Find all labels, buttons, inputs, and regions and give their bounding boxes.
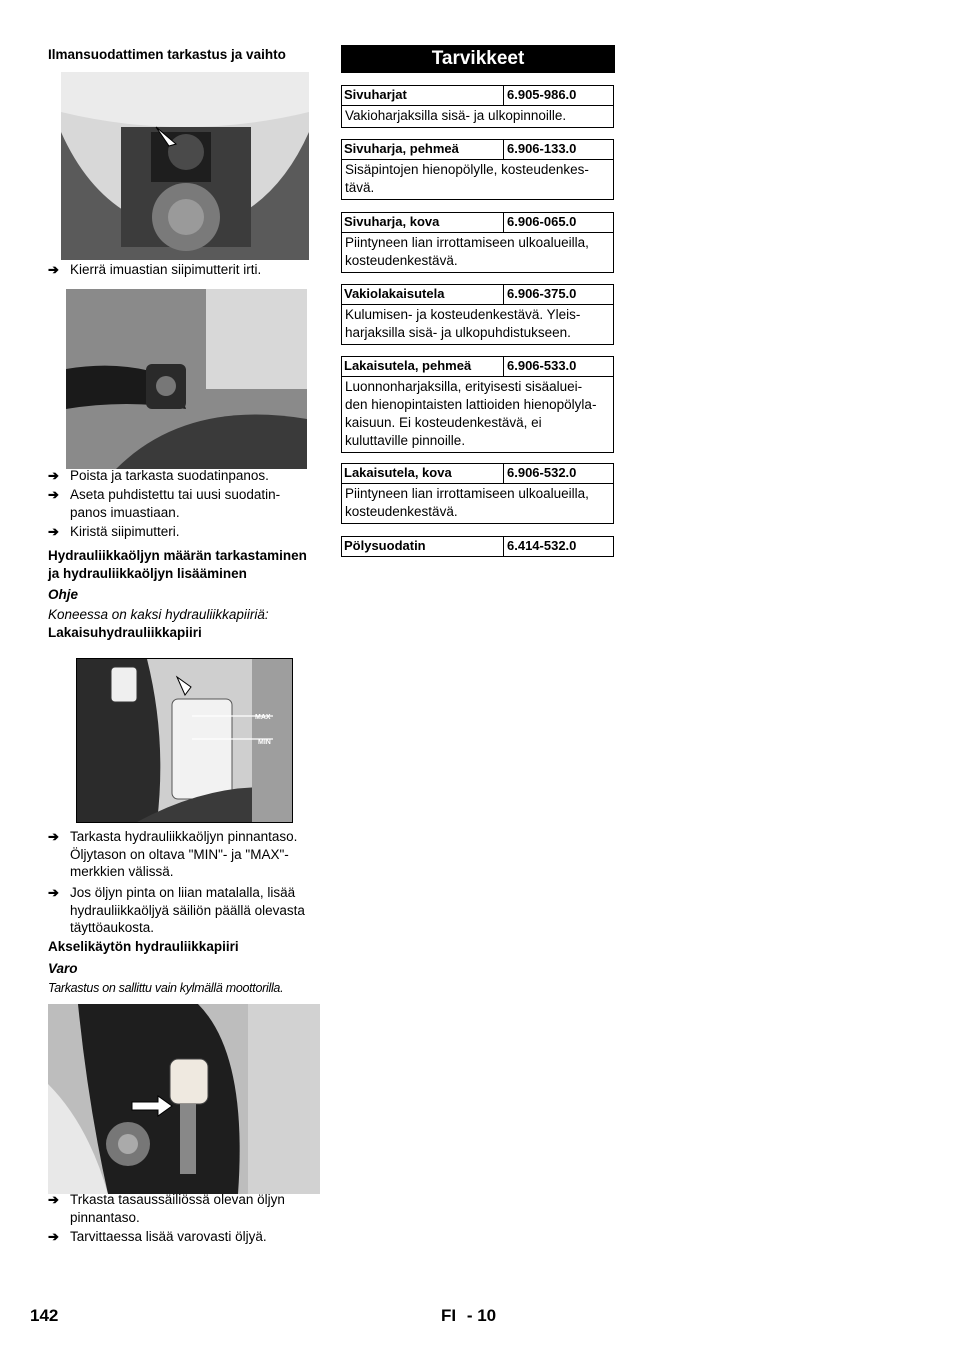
accessory-code: 6.906-133.0 bbox=[507, 141, 577, 156]
accessory-code: 6.906-533.0 bbox=[507, 358, 577, 373]
accessory-description bbox=[342, 160, 613, 199]
air-filter-heading: Ilmansuodattimen tarkastus ja vaihto bbox=[48, 47, 286, 62]
step-text: Aseta puhdistettu tai uusi suodatin- bbox=[70, 487, 281, 502]
hydraulic-heading bbox=[48, 547, 328, 582]
accessory-description bbox=[342, 106, 613, 127]
max-mark-label: MAX bbox=[255, 714, 271, 721]
step-text: Öljytason on oltava "MIN"- ja "MAX"- bbox=[70, 846, 289, 862]
step-insert-filter bbox=[48, 486, 328, 521]
accessory-description-line: Kulumisen- ja kosteudenkestävä. Yleis- bbox=[345, 307, 581, 322]
note-label: Ohje bbox=[48, 587, 79, 602]
axle-circuit-heading: Akselikäytön hydrauliikkapiiri bbox=[48, 939, 239, 954]
hydraulic-heading-line: Hydrauliikkaöljyn määrän tarkastaminen bbox=[48, 548, 307, 563]
step-tighten bbox=[48, 523, 328, 541]
accessory-name: Sivuharja, pehmeä bbox=[342, 140, 504, 159]
arrow-icon: ➔ bbox=[48, 524, 59, 539]
accessory-table bbox=[341, 536, 614, 557]
arrow-icon: ➔ bbox=[48, 829, 59, 844]
accessory-description-line: kuluttaville pinnoille. bbox=[345, 433, 466, 448]
accessory-header bbox=[342, 357, 613, 377]
arrow-icon: ➔ bbox=[48, 262, 59, 277]
step-text: Jos öljyn pinta on liian matalalla, lisää bbox=[70, 885, 296, 900]
arrow-icon: ➔ bbox=[48, 468, 59, 483]
accessory-table bbox=[341, 284, 614, 345]
sweep-circuit-heading: Lakaisuhydrauliikkapiiri bbox=[48, 625, 202, 640]
accessory-table bbox=[341, 463, 614, 524]
step-check-tank bbox=[48, 1191, 328, 1226]
step-text: Tarvittaessa lisää varovasti öljyä. bbox=[70, 1229, 267, 1244]
accessory-description-line: Piintyneen lian irrottamiseen ulkoalueilla, bbox=[345, 486, 589, 501]
arrow-icon: ➔ bbox=[48, 885, 59, 900]
step-text: Trkasta tasaussäiliössä olevan öljyn bbox=[70, 1192, 285, 1207]
accessory-description bbox=[342, 484, 613, 523]
accessory-name: Pölysuodatin bbox=[342, 537, 504, 556]
arrow-icon: ➔ bbox=[48, 1229, 59, 1244]
step-text: merkkien välissä. bbox=[70, 864, 174, 879]
accessory-name: Vakiolakaisutela bbox=[342, 285, 504, 304]
accessory-header bbox=[342, 285, 613, 305]
engine-photo bbox=[61, 72, 309, 260]
step-remove-filter bbox=[48, 467, 328, 485]
accessory-header bbox=[342, 140, 613, 160]
accessories-title: Tarvikkeet bbox=[341, 45, 615, 73]
lang-page-number: - 10 bbox=[466, 1306, 497, 1325]
step-text: panos imuastiaan. bbox=[70, 504, 180, 520]
footer-lang-page bbox=[441, 1306, 496, 1326]
arrow-icon: ➔ bbox=[48, 1192, 59, 1207]
accessory-table bbox=[341, 139, 614, 200]
accessory-description bbox=[342, 377, 613, 452]
accessory-description-line: tävä. bbox=[345, 180, 375, 195]
step-text: täyttöaukosta. bbox=[70, 920, 155, 935]
step-low-level bbox=[48, 884, 328, 937]
accessory-header bbox=[342, 464, 613, 484]
step-remove-nuts bbox=[48, 261, 328, 279]
accessory-code: 6.414-532.0 bbox=[507, 538, 577, 553]
accessory-description-line: Vakioharjaksilla sisä- ja ulkopinnoille. bbox=[345, 108, 567, 123]
hydraulic-heading-line: ja hydrauliikkaöljyn lisääminen bbox=[48, 565, 247, 581]
accessory-name: Lakaisutela, pehmeä bbox=[342, 357, 504, 376]
language-code: FI bbox=[441, 1306, 457, 1325]
step-text: Tarkasta hydrauliikkaöljyn pinnantaso. bbox=[70, 829, 298, 844]
caution-label: Varo bbox=[48, 961, 78, 976]
accessory-header bbox=[342, 213, 613, 233]
accessory-code: 6.906-375.0 bbox=[507, 286, 577, 301]
hydraulic-tank-photo bbox=[76, 658, 293, 823]
accessory-description-line: harjaksilla sisä- ja ulkopuhdistukseen. bbox=[345, 325, 571, 340]
step-text: Poista ja tarkasta suodatinpanos. bbox=[70, 468, 269, 483]
step-add-oil bbox=[48, 1228, 328, 1246]
accessory-table bbox=[341, 212, 614, 273]
filter-removal-photo bbox=[66, 289, 307, 469]
accessory-description bbox=[342, 305, 613, 344]
accessory-description-line: Piintyneen lian irrottamiseen ulkoalueilla, bbox=[345, 235, 589, 250]
accessory-code: 6.906-532.0 bbox=[507, 465, 577, 480]
accessory-code: 6.906-065.0 bbox=[507, 214, 577, 229]
accessory-description-line: kosteudenkestävä. bbox=[345, 504, 458, 519]
accessory-name: Sivuharjat bbox=[342, 86, 504, 105]
accessory-table bbox=[341, 85, 614, 128]
accessory-table bbox=[341, 356, 614, 453]
accessory-name: Sivuharja, kova bbox=[342, 213, 504, 232]
accessory-description-line: kaisuun. Ei kosteudenkestävä, ei bbox=[345, 415, 542, 430]
step-check-level bbox=[48, 828, 328, 881]
expansion-tank-photo bbox=[48, 1004, 320, 1194]
accessory-description-line: kosteudenkestävä. bbox=[345, 253, 458, 268]
step-text: Kiristä siipimutteri. bbox=[70, 524, 180, 539]
accessory-code: 6.905-986.0 bbox=[507, 87, 577, 102]
accessory-description-line: den hienopintaisten lattioiden hienopölyla- bbox=[345, 397, 597, 412]
min-mark-label: MIN bbox=[258, 739, 271, 746]
step-text: hydrauliikkaöljyä säiliön päällä olevasta bbox=[70, 902, 305, 918]
accessory-description bbox=[342, 233, 613, 272]
accessory-name: Lakaisutela, kova bbox=[342, 464, 504, 483]
page-number: 142 bbox=[30, 1306, 59, 1325]
accessory-header bbox=[342, 86, 613, 106]
accessory-description-line: Luonnonharjaksilla, erityisesti sisäaluei- bbox=[345, 379, 583, 394]
step-text: pinnantaso. bbox=[70, 1209, 140, 1225]
note-text: Koneessa on kaksi hydrauliikkapiiriä: bbox=[48, 607, 269, 622]
arrow-icon: ➔ bbox=[48, 487, 59, 502]
accessory-header bbox=[342, 537, 613, 556]
accessory-description-line: Sisäpintojen hienopölylle, kosteudenkes- bbox=[345, 162, 589, 177]
step-text: Kierrä imuastian siipimutterit irti. bbox=[70, 262, 262, 277]
caution-text: Tarkastus on sallittu vain kylmällä moottorilla. bbox=[48, 981, 284, 995]
